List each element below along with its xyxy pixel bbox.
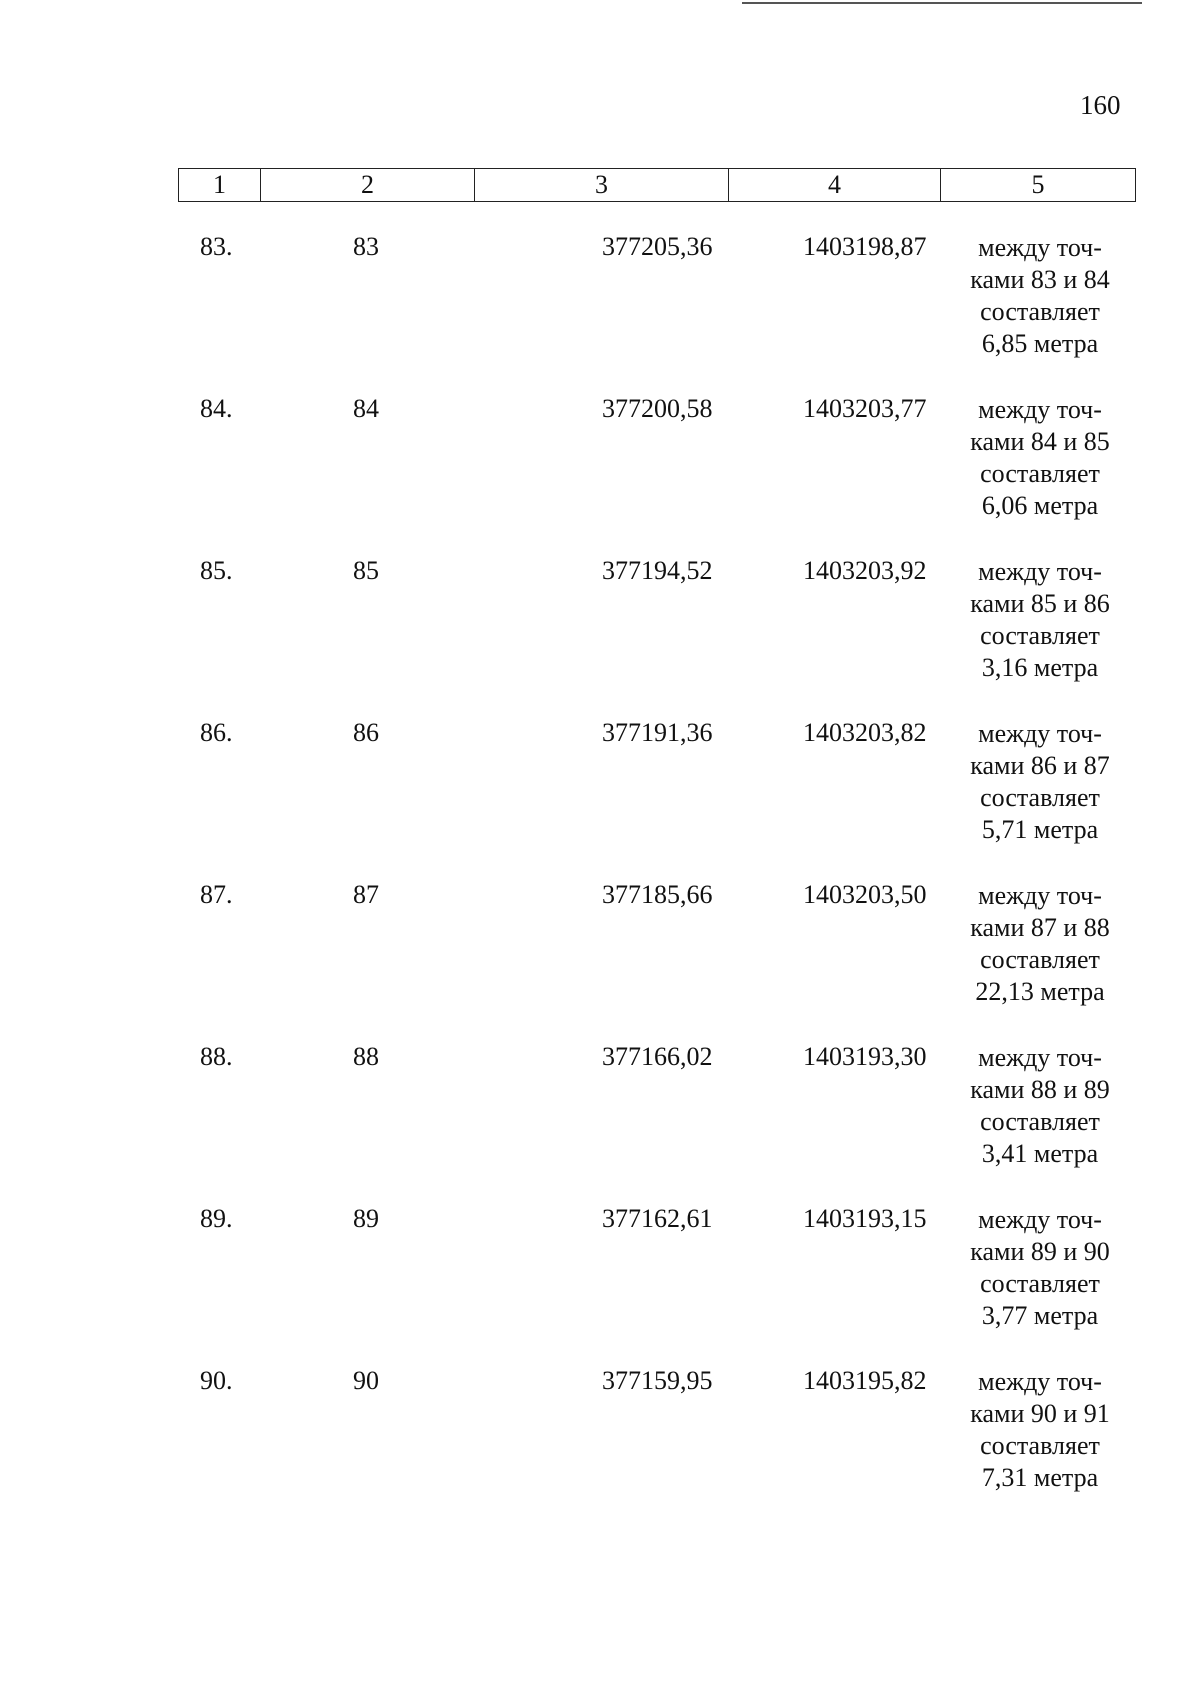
- description-line: 3,41 метра: [981, 1139, 1099, 1168]
- point-number: 84: [353, 394, 379, 423]
- description-line: 5,71 метра: [981, 815, 1099, 844]
- column-header-3: 3: [475, 169, 729, 201]
- x-coordinate: 377200,58: [602, 394, 713, 423]
- column-header-5: 5: [1031, 170, 1045, 199]
- description-line: ками 90 и 91: [970, 1399, 1110, 1428]
- y-coordinate: 1403203,50: [803, 880, 927, 909]
- description-line: составляет: [980, 945, 1100, 974]
- description-line: ками 85 и 86: [970, 589, 1110, 618]
- row-index: 87.: [200, 880, 233, 909]
- table-row: [0, 224, 1200, 386]
- description-line: составляет: [980, 1107, 1100, 1136]
- description-line: 7,31 метра: [981, 1463, 1099, 1492]
- y-coordinate: 1403193,30: [803, 1042, 927, 1071]
- point-number: 90: [353, 1366, 379, 1395]
- description-line: составляет: [980, 459, 1100, 488]
- point-number: 86: [353, 718, 379, 747]
- description-line: 22,13 метра: [975, 977, 1105, 1006]
- distance-description: [955, 718, 1125, 846]
- description-line: между точ-: [978, 233, 1102, 262]
- description-line: ками 83 и 84: [970, 265, 1110, 294]
- description-line: 6,06 метра: [981, 491, 1099, 520]
- table-row: [0, 1196, 1200, 1358]
- row-index: 88.: [200, 1042, 233, 1071]
- x-coordinate: 377159,95: [602, 1366, 713, 1395]
- description-line: ками 86 и 87: [970, 751, 1110, 780]
- page-number: 160: [1080, 90, 1121, 120]
- description-line: составляет: [980, 1431, 1100, 1460]
- row-index: 90.: [200, 1366, 233, 1395]
- description-line: 6,85 метра: [981, 329, 1099, 358]
- row-index: 83.: [200, 232, 233, 261]
- y-coordinate: 1403203,82: [803, 718, 927, 747]
- point-number: 85: [353, 556, 379, 585]
- distance-description: [955, 1366, 1125, 1494]
- table-row: [0, 872, 1200, 1034]
- column-header-2: 2: [261, 169, 475, 201]
- table-row: [0, 386, 1200, 548]
- description-line: 3,77 метра: [981, 1301, 1099, 1330]
- y-coordinate: 1403193,15: [803, 1204, 927, 1233]
- description-line: 3,16 метра: [981, 653, 1099, 682]
- x-coordinate: 377185,66: [602, 880, 713, 909]
- point-number: 87: [353, 880, 379, 909]
- description-line: ками 87 и 88: [970, 913, 1110, 942]
- table-row: [0, 548, 1200, 710]
- description-line: между точ-: [978, 881, 1102, 910]
- description-line: между точ-: [978, 1043, 1102, 1072]
- x-coordinate: 377166,02: [602, 1042, 713, 1071]
- x-coordinate: 377162,61: [602, 1204, 713, 1233]
- description-line: между точ-: [978, 1367, 1102, 1396]
- description-line: ками 88 и 89: [970, 1075, 1110, 1104]
- description-line: между точ-: [978, 395, 1102, 424]
- table-body: [0, 224, 1200, 1520]
- distance-description: [955, 1042, 1125, 1170]
- y-coordinate: 1403203,77: [803, 394, 927, 423]
- description-line: ками 84 и 85: [970, 427, 1110, 456]
- point-number: 83: [353, 232, 379, 261]
- point-number: 89: [353, 1204, 379, 1233]
- y-coordinate: 1403195,82: [803, 1366, 927, 1395]
- description-line: составляет: [980, 297, 1100, 326]
- description-line: между точ-: [978, 719, 1102, 748]
- description-line: ками 89 и 90: [970, 1237, 1110, 1266]
- point-number: 88: [353, 1042, 379, 1071]
- distance-description: [955, 394, 1125, 522]
- table-row: [0, 1034, 1200, 1196]
- x-coordinate: 377194,52: [602, 556, 713, 585]
- distance-description: [955, 556, 1125, 684]
- row-index: 89.: [200, 1204, 233, 1233]
- description-line: между точ-: [978, 557, 1102, 586]
- description-line: составляет: [980, 783, 1100, 812]
- row-index: 85.: [200, 556, 233, 585]
- row-index: 84.: [200, 394, 233, 423]
- column-header-4: 4: [729, 169, 941, 201]
- description-line: между точ-: [978, 1205, 1102, 1234]
- description-line: составляет: [980, 1269, 1100, 1298]
- distance-description: [955, 880, 1125, 1008]
- top-rule: [742, 2, 1142, 4]
- x-coordinate: 377191,36: [602, 718, 713, 747]
- column-header-1: 1: [179, 169, 261, 201]
- row-index: 86.: [200, 718, 233, 747]
- x-coordinate: 377205,36: [602, 232, 713, 261]
- table-row: [0, 710, 1200, 872]
- description-line: составляет: [980, 621, 1100, 650]
- y-coordinate: 1403198,87: [803, 232, 927, 261]
- table-header-row: [178, 168, 1136, 202]
- distance-description: [955, 1204, 1125, 1332]
- distance-description: [955, 232, 1125, 360]
- y-coordinate: 1403203,92: [803, 556, 927, 585]
- table-row: [0, 1358, 1200, 1520]
